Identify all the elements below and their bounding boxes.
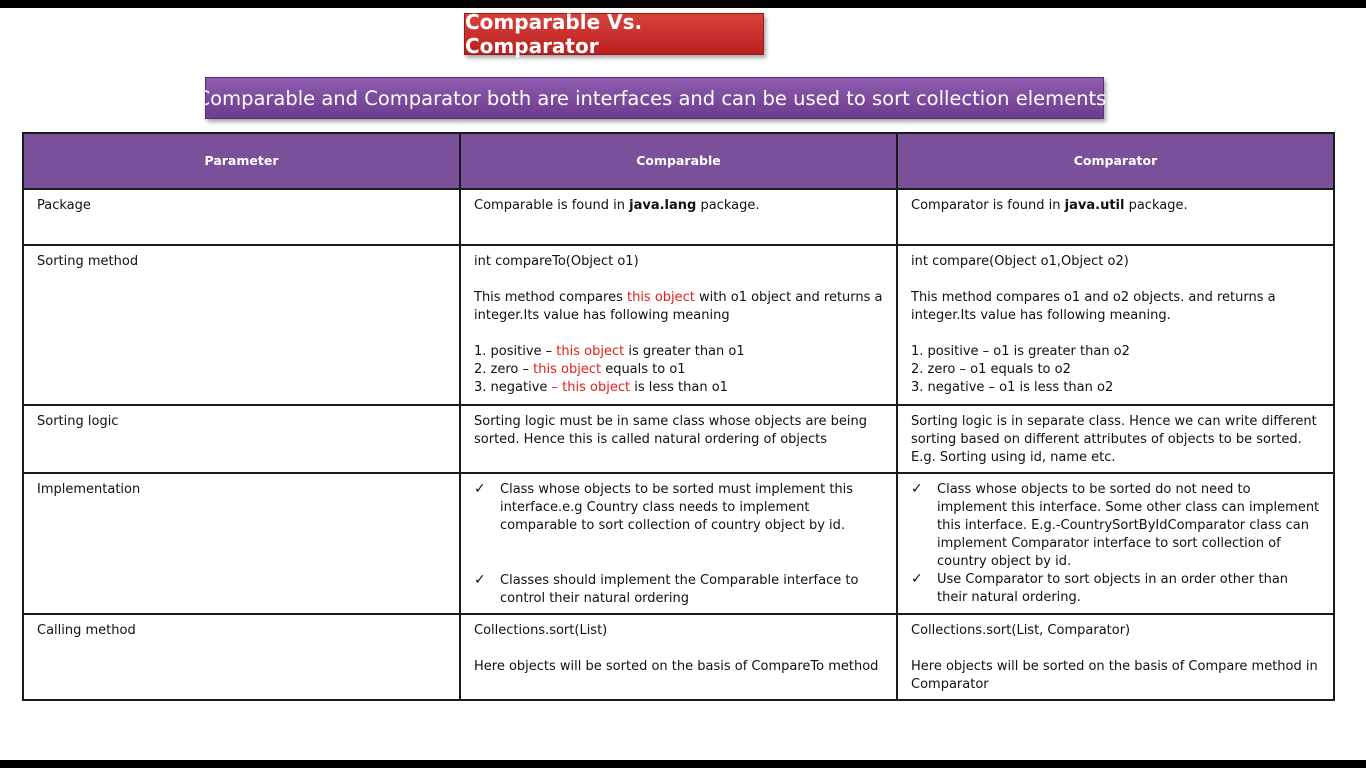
- checklist-item: ✓ Use Comparator to sort objects in an order other than their natural ordering.: [911, 571, 1289, 605]
- table-row: [23, 473, 1334, 614]
- check-icon: ✓: [911, 481, 923, 497]
- method-description: This method compares o1 and o2 objects. and returns a integer.Its value has following meaning.: [911, 290, 1276, 323]
- comparison-table: [22, 132, 1335, 701]
- checklist-item: ✓ Class whose objects to be sorted must implement this interface.e.g Country class needs to implement comparable to sort collection of country object by id.: [474, 481, 854, 533]
- check-icon: ✓: [474, 572, 486, 588]
- table-row: [23, 614, 1334, 700]
- implementation-comparable: [460, 473, 897, 614]
- text: package.: [696, 198, 760, 213]
- header-parameter: Parameter: [23, 133, 460, 189]
- package-name: java.lang: [629, 198, 697, 213]
- sorting-method-comparator: [897, 245, 1334, 405]
- table-row: [23, 189, 1334, 245]
- list-item: 2. zero – this object equals to o1: [474, 362, 686, 377]
- list-item: 2. zero – o1 equals to o2: [911, 362, 1071, 377]
- text: Comparator is found in: [911, 198, 1065, 213]
- method-signature: int compareTo(Object o1): [474, 254, 639, 269]
- package-comparator: [897, 189, 1334, 245]
- row-label-implementation: Implementation: [23, 473, 460, 614]
- text: package.: [1124, 198, 1188, 213]
- slide-title: Comparable Vs. Comparator: [464, 13, 764, 55]
- method-description: This method compares this object with o1 object and returns a integer.Its value has following meaning: [474, 290, 883, 323]
- top-black-bar: [0, 0, 1366, 8]
- bottom-black-bar: [0, 760, 1366, 768]
- call-description: Here objects will be sorted on the basis of CompareTo method: [474, 659, 879, 674]
- table-row: [23, 405, 1334, 473]
- call-description: Here objects will be sorted on the basis of Compare method in Comparator: [911, 659, 1318, 692]
- list-item: 3. negative – this object is less than o1: [474, 380, 728, 395]
- implementation-comparator: [897, 473, 1334, 614]
- header-comparable: Comparable: [460, 133, 897, 189]
- list-item: 1. positive – o1 is greater than o2: [911, 344, 1130, 359]
- sorting-logic-comparable: Sorting logic must be in same class whose objects are being sorted. Hence this is called natural ordering of objects: [460, 405, 897, 473]
- sorting-logic-comparator: Sorting logic is in separate class. Hence we can write different sorting based on different attributes of objects to be sorted. E.g. Sorting using id, name etc.: [897, 405, 1334, 473]
- check-icon: ✓: [911, 571, 923, 587]
- package-name: java.util: [1064, 198, 1125, 213]
- checklist-item: ✓ Classes should implement the Comparable interface to control their natural ordering: [474, 572, 859, 606]
- call-signature: Collections.sort(List, Comparator): [911, 623, 1131, 638]
- calling-method-comparator: [897, 614, 1334, 700]
- text: Comparable is found in: [474, 198, 630, 213]
- calling-method-comparable: [460, 614, 897, 700]
- highlight: this object: [626, 290, 695, 305]
- table-header-row: [23, 133, 1334, 189]
- list-item: 3. negative – o1 is less than o2: [911, 380, 1114, 395]
- list-item: 1. positive – this object is greater than o1: [474, 344, 745, 359]
- row-label-sorting-logic: Sorting logic: [23, 405, 460, 473]
- table-row: [23, 245, 1334, 405]
- row-label-package: Package: [23, 189, 460, 245]
- row-label-sorting-method: Sorting method: [23, 245, 460, 405]
- header-comparator: Comparator: [897, 133, 1334, 189]
- slide-subtitle: Comparable and Comparator both are interfaces and can be used to sort collection elements.: [205, 77, 1104, 119]
- call-signature: Collections.sort(List): [474, 623, 608, 638]
- sorting-method-comparable: [460, 245, 897, 405]
- row-label-calling-method: Calling method: [23, 614, 460, 700]
- checklist-item: ✓ Class whose objects to be sorted do not need to implement this interface. Some other class can implement this interface. E.g.-CountrySortByIdComparator class can implement Comparator interface to sort collection of country object by id.: [911, 481, 1320, 569]
- method-signature: int compare(Object o1,Object o2): [911, 254, 1129, 269]
- package-comparable: [460, 189, 897, 245]
- check-icon: ✓: [474, 481, 486, 497]
